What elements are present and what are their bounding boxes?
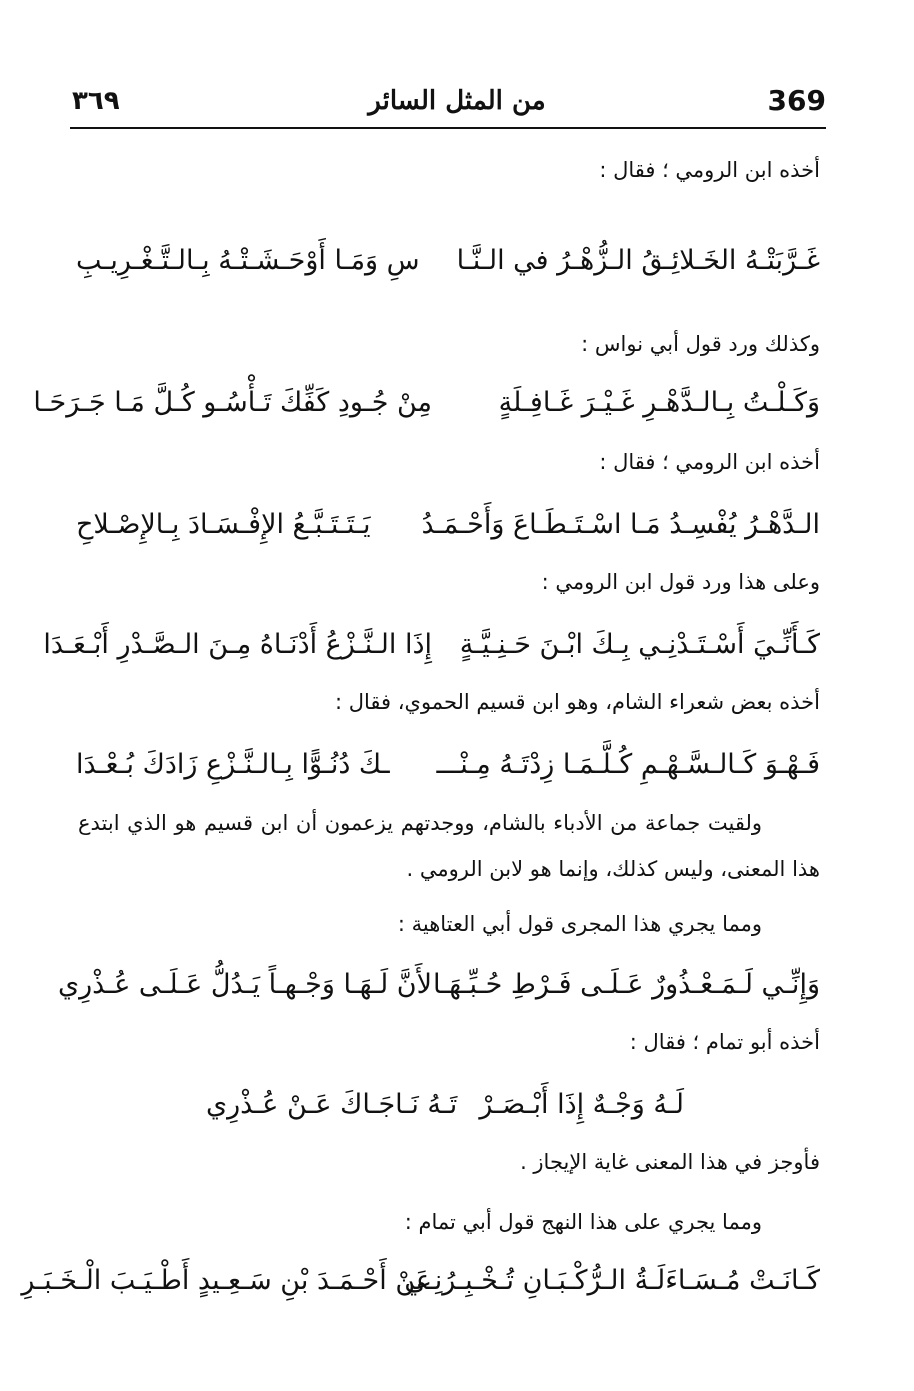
- verse-1-first-hemistich: غَـرَّبَتْـهُ الخَـلائِـقُ الـزُّهْـرُ في الـنَّـا: [456, 245, 820, 276]
- verse-6: [57, 960, 820, 1010]
- verse-1-second-hemistich: سِ وَمَـا أَوْحَـشَـتْـهُ بِـالـتَّـغْـرِيـبِ: [76, 245, 420, 276]
- verse-9-second-hemistich: عَنْ أَحْـمَـدَ بْنِ سَـعِـيدٍ أَطْـيَـبَ الْـخَـبَـرِ: [21, 1265, 432, 1296]
- page-number-arabic: ٣٦٩: [72, 86, 120, 116]
- commentary-paragraph: ولقيت جماعة من الأدباء بالشام، ووجدتهم يزعمون أن ابن قسيم هو الذي ابتدع هذا المعنى، وليس كذلك، وإنما هو لابن الرومي .: [78, 811, 820, 881]
- page-number: 369: [767, 84, 826, 117]
- verse-9-first-hemistich: كَـانَـتْ مُـسَـاءَلَـةُ الـرُّكْـبَـانِ تُـخْـبِـرُنِـي: [404, 1265, 820, 1296]
- intro-line: وكذلك ورد قول أبي نواس :: [581, 332, 820, 356]
- intro-line: أخذه ابن الرومي ؛ فقال :: [599, 158, 820, 182]
- intro-line: أخذه أبو تمام ؛ فقال :: [629, 1030, 820, 1054]
- verse-6-first-hemistich: وَإِنِّـي لَـمَـعْـذُورٌ عَـلَـى فَـرْطِ حُـبِّـهَـا: [433, 969, 820, 1000]
- verse-7-first-hemistich: لَـهُ وَجْـهٌ إِذَا أَبْـصَـرْ: [479, 1089, 684, 1120]
- verse-4: [43, 620, 820, 670]
- intro-line: ومما يجري هذا المجرى قول أبي العتاهية :: [397, 912, 762, 936]
- verse-2-second-hemistich: مِنْ جُـودِ كَفِّكَ تَـأْسُـو كُـلَّ مَـا جَـرَحَـا: [33, 387, 432, 418]
- running-title: من المثل السائر: [368, 86, 546, 116]
- verse-6-second-hemistich: لأَنَّ لَـهَـا وَجْـهـاً يَـدُلُّ عَـلَـى عُـذْرِي: [57, 969, 432, 1000]
- verse-5-second-hemistich: ـكَ دُنُـوًّا بِـالـنَّـزْعِ زَادَكَ بُـعْـدَا: [76, 749, 390, 780]
- header-rule: [70, 127, 826, 129]
- verse-7: [76, 1080, 820, 1130]
- verse-9: [21, 1256, 820, 1306]
- intro-line: ومما يجري على هذا النهج قول أبي تمام :: [404, 1210, 762, 1234]
- verse-1: [76, 236, 820, 286]
- intro-line: وعلى هذا ورد قول ابن الرومي :: [541, 570, 820, 594]
- intro-line: أخذه بعض شعراء الشام، وهو ابن قسيم الحموي، فقال :: [335, 690, 820, 714]
- verse-2-first-hemistich: وَكَـلْـتُ بِـالـدَّهْـرِ غَـيْـرَ غَـافِـلَةٍ: [498, 387, 820, 418]
- verse-7-second-hemistich: تَـهُ نَـاجَـاكَ عَـنْ عُـذْرِي: [206, 1089, 458, 1120]
- verse-2: [33, 378, 820, 428]
- verse-3-first-hemistich: الـدَّهْـرُ يُفْسِـدُ مَـا اسْـتَـطَـاعَ وَأَحْـمَـدُ: [421, 509, 820, 540]
- verse-3-second-hemistich: يَـتَـتَـبَّـعُ الإِفْـسَـادَ بِـالإِصْـلاحِ: [76, 509, 371, 540]
- intro-line: أخذه ابن الرومي ؛ فقال :: [599, 450, 820, 474]
- verse-5-first-hemistich: فَـهْـوَ كَـالـسَّـهْـمِ كُـلَّـمَـا زِدْتَـهُ مِـنْـــ: [436, 749, 820, 780]
- verse-3: [76, 500, 820, 550]
- intro-line: فأوجز في هذا المعنى غاية الإيجاز .: [520, 1150, 820, 1174]
- verse-5: [76, 740, 820, 790]
- verse-4-second-hemistich: إِذَا الـنَّـزْعُ أَدْنَـاهُ مِـنَ الـصَّـدْرِ أَبْـعَـدَا: [43, 629, 432, 660]
- verse-4-first-hemistich: كَـأَنِّـيَ أَسْـتَـدْنِـي بِـكَ ابْـنَ حَـنِـيَّـةٍ: [459, 629, 820, 660]
